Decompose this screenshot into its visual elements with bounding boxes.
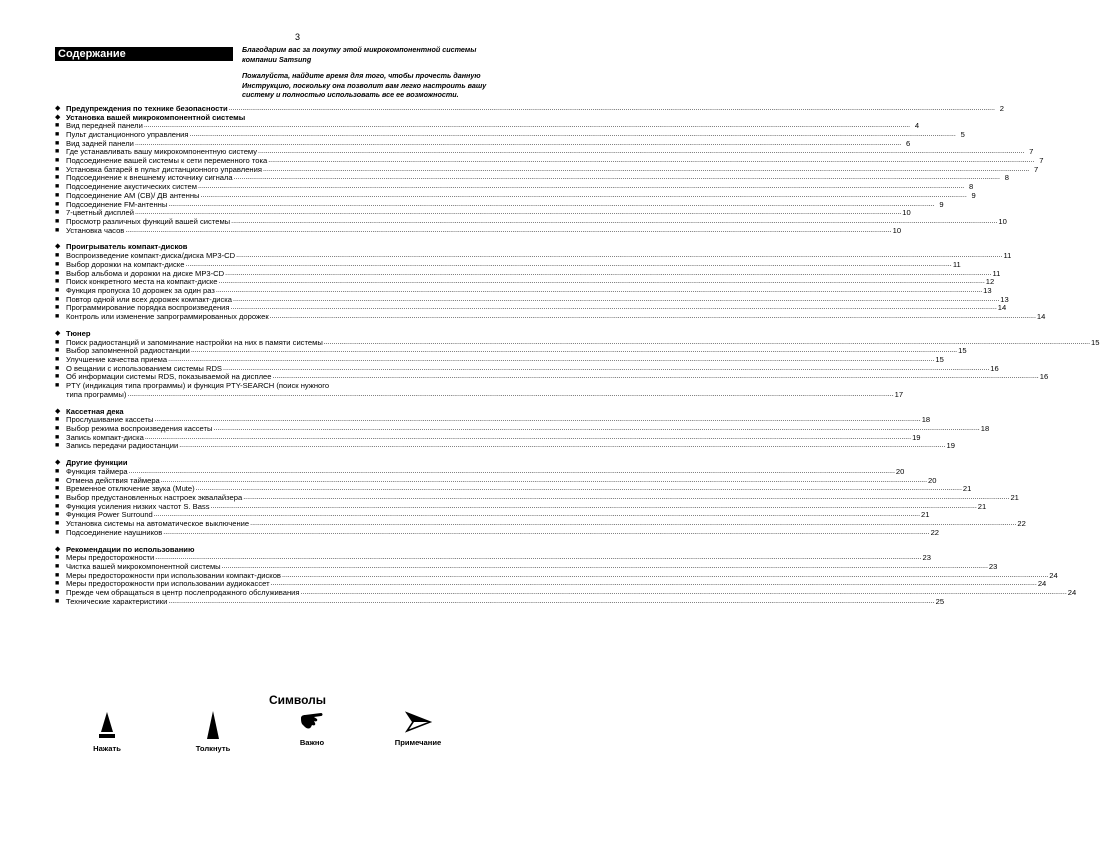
dot-leader	[219, 278, 985, 287]
toc-entry-page: 19	[912, 432, 921, 442]
toc-entry-title: Чистка вашей микрокомпонентной системы	[66, 561, 221, 571]
toc-entry-title: Технические характеристики	[66, 596, 168, 606]
dot-leader	[135, 209, 901, 218]
dot-leader	[324, 339, 1090, 348]
toc-entry-title: Функция усиления низких частот S. Bass	[66, 501, 210, 511]
intro-text	[242, 45, 512, 107]
toc-section	[55, 103, 1044, 235]
diamond-bullet-icon: ◆	[55, 545, 61, 553]
toc-entry-body	[66, 382, 903, 399]
dot-leader	[250, 520, 1016, 529]
toc-entry-title: Подсоединение акустических систем	[66, 182, 197, 192]
dot-leader	[168, 201, 934, 210]
toc-section	[55, 242, 1046, 322]
square-bullet-icon: ■	[55, 278, 60, 286]
toc-entry-page: 24	[1037, 579, 1047, 589]
toc-entry-page: 21	[1010, 492, 1019, 502]
toc-entry-title: Запись компакт-диска	[66, 432, 144, 442]
toc-entry-page: 17	[894, 389, 904, 399]
dot-leader	[270, 313, 1036, 322]
square-bullet-icon: ■	[55, 571, 60, 579]
square-bullet-icon: ■	[55, 520, 60, 528]
dot-leader	[236, 252, 1002, 261]
toc-entry-title: Тюнер	[66, 328, 91, 338]
toc-entry-title: Вид передней панели	[66, 121, 143, 131]
square-bullet-icon: ■	[55, 304, 60, 312]
toc-entry-title: Функция таймера	[66, 466, 128, 476]
dot-leader	[125, 227, 891, 236]
dot-leader	[222, 563, 988, 572]
square-bullet-icon: ■	[55, 209, 60, 217]
square-bullet-icon: ■	[55, 467, 60, 475]
toc-entry-page: 25	[935, 596, 945, 606]
toc-entry-title: Подсоединение AM (CB)/ ДВ антенны	[66, 190, 200, 200]
toc-entry-title-cont: типа программы)	[66, 389, 127, 399]
square-bullet-icon: ■	[55, 416, 60, 424]
toc-entry-page: 18	[921, 415, 931, 425]
toc-entry-page: 24	[1067, 588, 1077, 598]
toc-entry-page: 7	[1029, 147, 1034, 157]
toc-entry-page: 10	[892, 225, 902, 235]
dot-leader	[163, 529, 929, 538]
square-bullet-icon: ■	[55, 260, 60, 268]
page-title: Содержание	[55, 47, 233, 61]
dot-leader	[229, 105, 995, 114]
toc-entry-title: Улучшение качества приема	[66, 354, 168, 364]
toc-entry-title: Подсоединение FM-антенны	[66, 199, 168, 209]
toc-entry-title: Установка системы на автоматическое выключение	[66, 519, 250, 529]
toc-entry-title: Контроль или изменение запрограммированных дорожек	[66, 311, 269, 321]
square-bullet-icon: ■	[55, 373, 60, 381]
toc-entry-page: 13	[983, 285, 992, 295]
symbol-push	[168, 710, 258, 753]
toc-entry-title: Выбор дорожки на компакт-диске	[66, 259, 185, 269]
toc-entry-title: Установка часов	[66, 225, 125, 235]
toc-entry-page: 10	[998, 216, 1007, 226]
square-bullet-icon: ■	[55, 502, 60, 510]
square-bullet-icon: ■	[55, 442, 60, 450]
square-bullet-icon: ■	[55, 347, 60, 355]
toc-entry-title: Поиск конкретного места на компакт-диске	[66, 277, 218, 287]
square-bullet-icon: ■	[55, 226, 60, 234]
square-bullet-icon: ■	[55, 424, 60, 432]
toc-entry-title: Проигрыватель компакт-дисков	[66, 242, 188, 252]
toc-entry-title: Меры предосторожности при использовании компакт-дисков	[66, 570, 281, 580]
dot-leader	[216, 287, 982, 296]
square-bullet-icon: ■	[55, 122, 60, 130]
dot-leader	[225, 270, 991, 279]
square-bullet-icon: ■	[55, 165, 60, 173]
dot-leader	[201, 192, 967, 201]
toc-entry-page: 22	[930, 527, 940, 537]
toc-entry-title: Отмена действия таймера	[66, 475, 160, 485]
dot-leader	[198, 183, 964, 192]
symbol-label: Важно	[299, 738, 325, 747]
square-bullet-icon: ■	[55, 511, 60, 519]
toc-section	[55, 406, 990, 451]
dot-leader	[271, 580, 1037, 589]
toc-entry-title: Подсоединение к внешнему источнику сигнала	[66, 173, 233, 183]
toc-section	[55, 544, 1077, 607]
toc-entry-title: Выбор предустановленных настроек эквалайзера	[66, 492, 243, 502]
diamond-bullet-icon: ◆	[55, 113, 61, 121]
dot-leader	[155, 554, 921, 563]
dot-leader	[231, 218, 997, 227]
toc-entry-page: 16	[990, 363, 999, 373]
dot-leader	[263, 166, 1029, 175]
toc-entry-title: PTY (индикация типа программы) и функция PTY-SEARCH (поиск нужного	[66, 381, 330, 390]
square-bullet-icon: ■	[55, 157, 60, 165]
toc-entry-page: 22	[1017, 519, 1026, 529]
toc-section	[55, 328, 1100, 400]
toc-entry-page: 9	[939, 199, 944, 209]
dot-leader	[223, 365, 989, 374]
symbol-important	[267, 710, 357, 747]
toc-entry-title: Предупреждения по технике безопасности	[66, 103, 228, 113]
diamond-bullet-icon: ◆	[55, 329, 61, 337]
square-bullet-icon: ■	[55, 148, 60, 156]
toc-entry-page: 13	[1000, 294, 1009, 304]
dot-leader	[145, 434, 911, 443]
toc-entry-page: 18	[980, 423, 990, 433]
square-bullet-icon: ■	[55, 485, 60, 493]
diamond-bullet-icon: ◆	[55, 459, 61, 467]
dot-leader	[168, 598, 934, 607]
diamond-bullet-icon: ◆	[55, 104, 61, 112]
toc-entry-line2	[66, 391, 903, 400]
toc-entry[interactable]	[55, 441, 955, 451]
square-bullet-icon: ■	[55, 312, 60, 320]
dot-leader	[268, 157, 1034, 166]
toc-entry[interactable]	[55, 527, 940, 538]
toc-entry-title: 7-цветный дисплей	[66, 208, 134, 218]
toc-entry-title: Поиск радиостанций и запоминание настройки на них в памяти системы	[66, 337, 323, 347]
toc-entry[interactable]	[55, 311, 1046, 322]
dot-leader	[154, 511, 920, 520]
symbol-press	[62, 710, 152, 753]
toc-entry-page: 21	[977, 501, 987, 511]
square-bullet-icon: ■	[55, 295, 60, 303]
symbol-label: Примечание	[394, 738, 442, 747]
square-bullet-icon: ■	[55, 191, 60, 199]
square-bullet-icon: ■	[55, 580, 60, 588]
square-bullet-icon: ■	[55, 269, 60, 277]
dot-leader	[129, 468, 895, 477]
page-number: 3	[294, 32, 300, 42]
symbol-note	[373, 710, 463, 747]
toc-entry-title: Установка батарей в пульт дистанционного управления	[66, 164, 262, 174]
toc-entry-title: Просмотр различных функций вашей системы	[66, 216, 231, 226]
toc-entry-title: Программирование порядка воспроизведения	[66, 303, 230, 313]
dot-leader	[272, 373, 1038, 382]
toc-entry-title: Где устанавливать вашу микрокомпонентную систему	[66, 147, 258, 157]
toc-entry-page: 14	[1036, 311, 1046, 321]
toc-entry-title: Установка вашей микрокомпонентной системы	[66, 112, 246, 122]
toc-entry-page: 15	[1091, 337, 1100, 347]
square-bullet-icon: ■	[55, 528, 60, 536]
toc-entry-title: Вид задней панели	[66, 138, 134, 148]
square-bullet-icon: ■	[55, 493, 60, 501]
dot-leader	[168, 356, 934, 365]
toc-entry-page: 5	[960, 130, 965, 140]
dot-leader	[243, 494, 1009, 503]
toc-entry-page: 7	[1034, 164, 1039, 174]
toc-entry-page: 14	[997, 303, 1007, 313]
toc-entry-title: Прежде чем обращаться в центр послепродажного обслуживания	[66, 588, 300, 598]
dot-leader	[185, 261, 951, 270]
square-bullet-icon: ■	[55, 589, 60, 597]
toc-entry-title: Повтор одной или всех дорожек компакт-диска	[66, 294, 233, 304]
toc-entry-page: 10	[902, 208, 911, 218]
toc-entry-page: 11	[952, 259, 961, 269]
toc-entry-page: 11	[1003, 251, 1012, 261]
square-bullet-icon: ■	[55, 597, 60, 605]
toc-entry-page: 21	[921, 510, 930, 520]
symbols-title: Символы	[268, 693, 327, 707]
toc-entry-title: Подсоединение наушников	[66, 527, 163, 537]
dot-leader	[301, 589, 1067, 598]
toc-entry-title: Подсоединение вашей системы к сети переменного тока	[66, 156, 268, 166]
symbol-label: Нажать	[93, 744, 121, 753]
toc-entry-page: 16	[1039, 372, 1049, 382]
toc-entry-page: 24	[1049, 570, 1058, 580]
toc-entry-title: Рекомендации по использованию	[66, 544, 195, 554]
square-bullet-icon: ■	[55, 200, 60, 208]
intro-thanks: Благодарим вас за покупку этой микрокомпонентной системы компании Samsung	[242, 45, 477, 64]
toc-entry-page: 6	[905, 138, 911, 148]
toc-entry-title: Выбор режима воспроизведения кассеты	[66, 423, 213, 433]
square-bullet-icon: ■	[55, 131, 60, 139]
dot-leader	[258, 148, 1024, 157]
toc-entry-title: О вещании с использованием системы RDS	[66, 363, 223, 373]
toc-entry-page: 7	[1039, 156, 1044, 166]
toc-entry-page: 23	[988, 561, 998, 571]
diamond-bullet-icon: ◆	[55, 243, 61, 251]
toc-entry-page: 20	[928, 475, 937, 485]
toc-entry[interactable]	[55, 381, 904, 399]
dot-leader	[233, 296, 999, 305]
toc-entry-title: Воспроизведение компакт-диска/диска MP3-CD	[66, 251, 236, 261]
dot-leader	[282, 572, 1048, 581]
square-bullet-icon: ■	[55, 364, 60, 372]
dot-leader	[179, 442, 945, 451]
dot-leader	[213, 425, 979, 434]
square-bullet-icon: ■	[55, 338, 60, 346]
note-arrow-icon	[403, 710, 433, 734]
toc-entry-page: 9	[971, 190, 976, 200]
toc-entry-title: Выбор альбома и дорожки на диске MP3-CD	[66, 268, 225, 278]
toc-entry-title: Прослушивание кассеты	[66, 415, 154, 425]
toc-entry-page: 2	[999, 103, 1004, 113]
toc-entry-page: 8	[1004, 173, 1009, 183]
table-of-contents	[55, 103, 1100, 615]
toc-entry-page: 20	[895, 466, 905, 476]
square-bullet-icon: ■	[55, 355, 60, 363]
dot-leader	[190, 131, 956, 140]
toc-entry-page: 12	[985, 277, 995, 287]
dot-leader	[196, 485, 962, 494]
square-bullet-icon: ■	[55, 183, 60, 191]
dot-leader	[231, 304, 997, 313]
dot-leader	[191, 347, 957, 356]
toc-entry-page: 8	[968, 182, 974, 192]
toc-section	[55, 458, 1026, 537]
dot-leader	[154, 416, 920, 425]
toc-entry-page: 21	[962, 484, 972, 494]
dot-leader	[211, 503, 977, 512]
square-bullet-icon: ■	[55, 382, 60, 389]
toc-entry-title: Выбор запомненной радиостанции	[66, 346, 190, 356]
toc-entry-title: Меры предосторожности при использовании аудиокассет	[66, 579, 270, 589]
dot-leader	[127, 391, 893, 400]
push-icon	[198, 710, 228, 740]
toc-entry-title: Кассетная дека	[66, 406, 124, 416]
square-bullet-icon: ■	[55, 433, 60, 441]
toc-entry-title: Пульт дистанционного управления	[66, 130, 189, 140]
toc-entry[interactable]	[55, 596, 945, 607]
intro-please: Пожалуйста, найдите время для того, чтобы прочесть данную Инструкцию, поскольку она позволит вам легко настроить вашу систему и полностью использовать все ее возможности.	[242, 71, 487, 99]
square-bullet-icon: ■	[55, 562, 60, 570]
toc-entry-page: 15	[935, 354, 944, 364]
toc-entry-title: Временное отключение звука (Mute)	[66, 484, 195, 494]
press-icon	[92, 710, 122, 740]
dot-leader	[234, 174, 1000, 183]
toc-entry-page: 19	[946, 441, 955, 451]
square-bullet-icon: ■	[55, 286, 60, 294]
square-bullet-icon: ■	[55, 554, 60, 562]
pointing-hand-icon	[297, 710, 327, 734]
toc-entry-page: 15	[958, 346, 967, 356]
square-bullet-icon: ■	[55, 476, 60, 484]
toc-entry-page: 4	[914, 121, 920, 131]
square-bullet-icon: ■	[55, 139, 60, 147]
toc-entry-page: 11	[992, 268, 1001, 278]
toc-entry-title: Функция пропуска 10 дорожек за один раз	[66, 285, 215, 295]
toc-entry-title: Об информации системы RDS, показываемой на дисплее	[66, 372, 272, 382]
square-bullet-icon: ■	[55, 174, 60, 182]
toc-entry-title: Другие функции	[66, 458, 128, 468]
square-bullet-icon: ■	[55, 252, 60, 260]
toc-entry-title: Запись передачи радиостанции	[66, 441, 179, 451]
toc-entry-title: Функция Power Surround	[66, 510, 153, 520]
square-bullet-icon: ■	[55, 217, 60, 225]
symbol-label: Толкнуть	[195, 744, 231, 753]
dot-leader	[161, 477, 927, 486]
toc-entry-title: Меры предосторожности	[66, 553, 155, 563]
toc-entry[interactable]	[55, 225, 902, 236]
dot-leader	[144, 122, 910, 131]
diamond-bullet-icon: ◆	[55, 407, 61, 415]
toc-entry-page: 23	[922, 553, 931, 563]
